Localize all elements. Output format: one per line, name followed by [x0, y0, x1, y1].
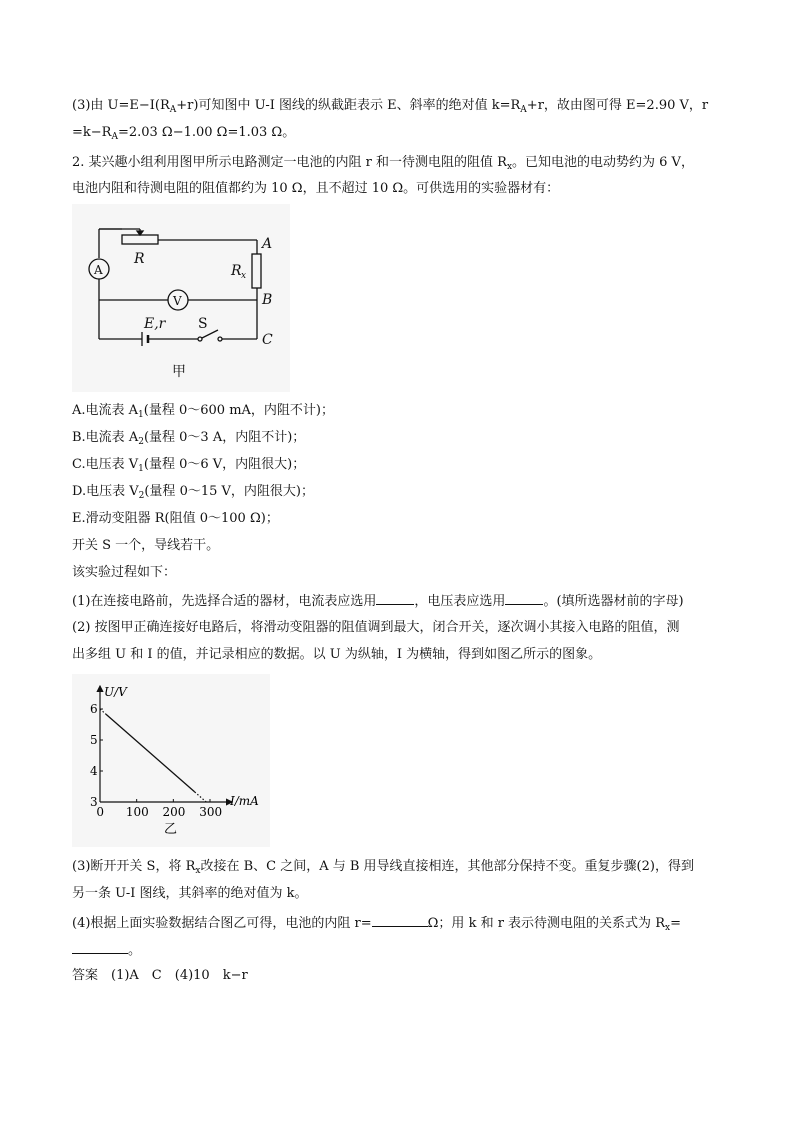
text: 2. 某兴趣小组利用图甲所示电路测定一电池的内阻 r 和一待测电阻的阻值 R [72, 155, 507, 170]
answer-line: 答案 (1)A C (4)10 k−r [72, 968, 248, 983]
q2-line1 [72, 153, 694, 177]
series-line [106, 714, 195, 792]
text: (3)断开开关 S，将 R [72, 859, 196, 874]
node-b-label: B [262, 292, 273, 308]
text: (1)在连接电路前，先选择合适的器材，电流表应选用 [72, 594, 377, 609]
chart-caption: 乙 [164, 822, 178, 837]
step3-line1 [72, 857, 694, 881]
sub: x [195, 866, 201, 876]
text: (4)根据上面实验数据结合图乙可得，电池的内阻 r= [72, 916, 372, 931]
rheostat [122, 235, 158, 244]
text: 。 [128, 943, 142, 958]
sub: A [169, 105, 177, 115]
text: 。(填所选器材前的字母) [543, 594, 684, 609]
circuit-figure [72, 204, 290, 392]
rx-label: R [231, 263, 242, 279]
switch-line: 开关 S 一个，导线若干。 [72, 538, 220, 553]
process-intro: 该实验过程如下： [72, 565, 177, 580]
x-tick-label: 300 [199, 805, 223, 819]
y-axis-label: U/V [104, 685, 127, 699]
text: C.电压表 V [72, 457, 139, 472]
sub: 1 [138, 464, 144, 474]
text: = [670, 916, 681, 931]
text: 。已知电池的电动势约为 6 V， [512, 155, 694, 170]
voltmeter-label: V [173, 294, 182, 308]
q2-line2 [72, 179, 559, 199]
battery-label: E,r [144, 316, 166, 332]
sub: 2 [138, 437, 144, 447]
r-label: R [134, 251, 145, 267]
y-tick-label: 6 [90, 702, 98, 716]
p3-line2 [72, 123, 295, 147]
x-tick-label: 0 [96, 805, 105, 819]
rx-resistor [252, 254, 261, 288]
series-extension-end [195, 792, 207, 803]
text: (量程 0～600 mA，内阻不计)； [143, 403, 334, 418]
text: B.电流表 A [72, 430, 139, 445]
text: 电池内阻和待测电阻的阻值都约为 10 Ω，且不超过 10 Ω。可供选用的实验器材有： [72, 181, 560, 196]
text: (量程 0～15 V，内阻很大)； [144, 484, 314, 499]
option-a [72, 401, 334, 425]
option-b [72, 428, 305, 452]
y-tick-label: 5 [90, 733, 98, 747]
x-tick-label: 200 [162, 805, 186, 819]
text: ，电压表应选用 [414, 594, 506, 609]
rx-sub: x [241, 271, 247, 281]
option-d [72, 482, 314, 506]
x-axis-label: I/mA [230, 794, 259, 808]
ui-chart-svg [72, 674, 270, 847]
text: D.电压表 V [72, 484, 139, 499]
text: +r，故由图可得 E=2.90 V，r [526, 98, 709, 113]
text: +r)可知图中 U-I 图线的纵截距表示 E、斜率的绝对值 k=R [176, 98, 521, 113]
p3-line1 [72, 96, 708, 120]
sub: 2 [138, 491, 145, 501]
text: (量程 0～3 A，内阻不计)； [143, 430, 306, 445]
step4-line1 [72, 912, 681, 938]
r-answer-blank[interactable] [372, 912, 428, 927]
step2-line2: 出多组 U 和 I 的值，并记录相应的数据。以 U 为纵轴，I 为横轴，得到如图乙所示的图象。 [72, 647, 602, 662]
text: Ω；用 k 和 r 表示待测电阻的关系式为 R [427, 916, 665, 931]
switch-label: S [198, 316, 208, 332]
series-extension-start [100, 709, 106, 714]
circuit-diagram [72, 204, 290, 392]
text: (3)由 U=E−I(R [72, 98, 170, 113]
voltmeter-answer-blank[interactable] [505, 590, 543, 605]
text: E.滑动变阻器 R(阻值 0～100 Ω)； [72, 511, 279, 526]
step1 [72, 590, 684, 612]
option-e [72, 509, 279, 529]
sub: x [506, 162, 513, 172]
y-tick-label: 4 [90, 764, 98, 778]
sub: 1 [138, 410, 144, 420]
rx-answer-blank[interactable] [72, 939, 128, 954]
option-c [72, 455, 305, 479]
sub: A [520, 105, 527, 115]
text: =2.03 Ω−1.00 Ω=1.03 Ω。 [117, 125, 296, 140]
sub: A [111, 132, 118, 142]
text: 改接在 B、C 之间，A 与 B 用导线直接相连，其他部分保持不变。重复步骤(2)，得到 [200, 859, 694, 874]
node-c-label: C [262, 332, 273, 348]
text: A.电流表 A [72, 403, 139, 418]
ammeter-label: A [94, 263, 103, 277]
switch-contact [198, 337, 202, 341]
text: (量程 0～6 V，内阻很大)； [143, 457, 306, 472]
y-tick-label: 3 [90, 795, 98, 809]
step4-line2 [72, 939, 141, 961]
ammeter-answer-blank[interactable] [376, 590, 414, 605]
figure-caption: 甲 [172, 364, 186, 380]
step3-line2: 另一条 U-I 图线，其斜率的绝对值为 k。 [72, 886, 308, 901]
x-tick-label: 100 [125, 805, 149, 819]
sub: x [664, 923, 671, 933]
ui-chart [72, 674, 270, 847]
node-a-label: A [262, 236, 273, 252]
text: =k−R [72, 125, 112, 140]
step2-line1: (2) 按图甲正确连接好电路后，将滑动变阻器的阻值调到最大，闭合开关，逐次调小其接入电路的阻值，测 [72, 620, 680, 635]
